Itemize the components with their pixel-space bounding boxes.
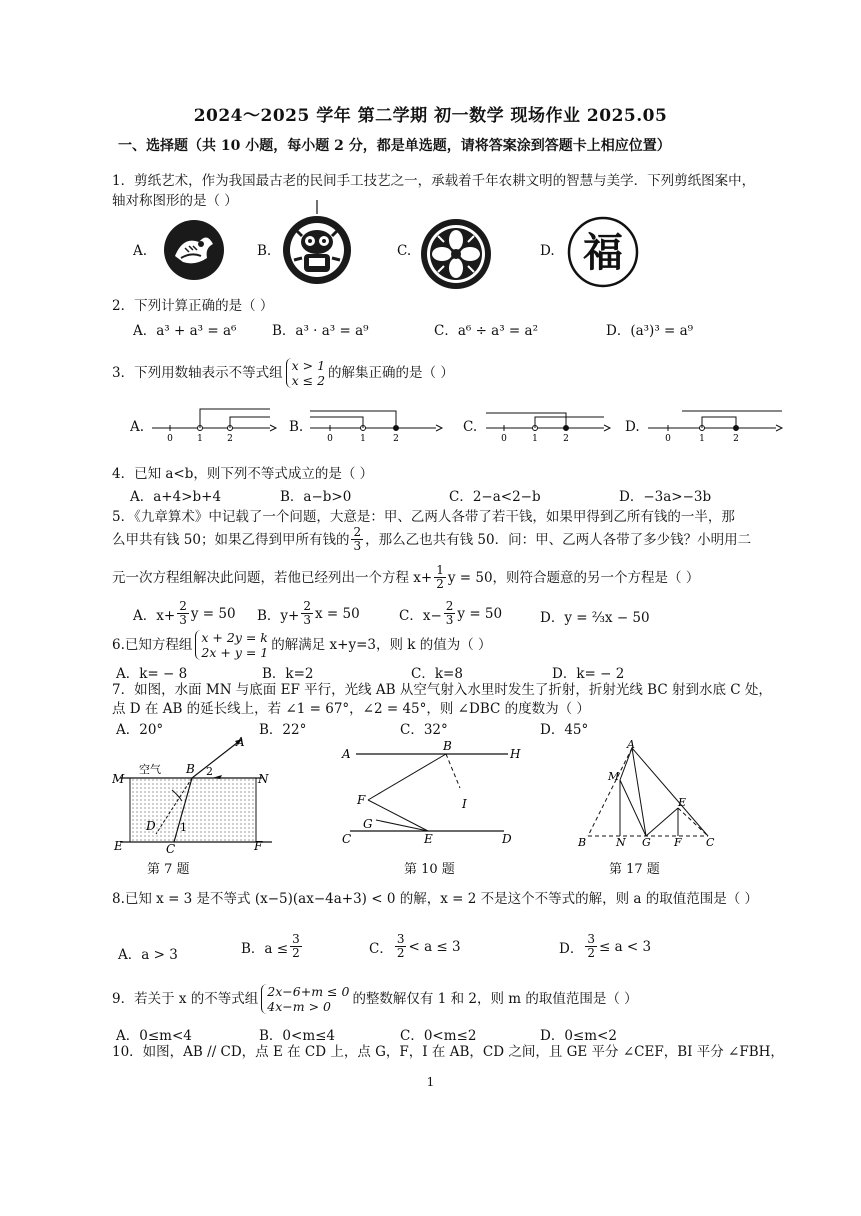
q6-option-b: B．k=2 xyxy=(262,666,314,682)
q9-option-c: C．0<m≤2 xyxy=(400,1028,477,1044)
svg-text:B: B xyxy=(443,740,452,753)
q8-option-b: B．a ≤ $\frac{3}{2}$ xyxy=(241,932,300,960)
svg-text:空气: 空气 xyxy=(139,763,161,776)
svg-text:C: C xyxy=(166,842,176,856)
q2-stem: 2．下列计算正确的是（ ） xyxy=(112,298,274,314)
papercut-fu-image xyxy=(565,214,641,290)
q6-stem-before: 6.已知方程组 xyxy=(112,637,193,653)
q2-option-d: D．(a³)³ = a⁹ xyxy=(606,323,694,339)
q6-system-line2: 2x + y = 1 xyxy=(201,645,269,660)
q1-text-line1: 1．剪纸艺术，作为我国最古老的民间手工技艺之一，承载着千年农耕文明的智慧与美学．下列剪纸图案中， xyxy=(112,173,756,189)
q5-option-c: C．x− $\frac{2}{3}$ y = 50 xyxy=(399,599,503,627)
q3-system xyxy=(286,358,325,388)
q1-text-line2: 轴对称图形的是（ ） xyxy=(112,193,238,209)
q1-option-b-label: B. xyxy=(257,243,272,259)
q3-stem-after: 的解集正确的是（ ） xyxy=(328,365,454,381)
svg-text:M: M xyxy=(112,772,125,786)
figure-7-diagram xyxy=(112,735,282,857)
fu-character: 福 xyxy=(583,229,623,276)
tick-0: 0 xyxy=(327,434,333,444)
tick-1: 1 xyxy=(532,434,538,444)
svg-text:G: G xyxy=(363,817,373,831)
q7-line1: 7．如图，水面 MN 与底面 EF 平行，光线 AB 从空气射入水里时发生了折射，折射光线 BC 射到水底 C 处， xyxy=(112,682,772,698)
tick-0: 0 xyxy=(167,434,173,444)
q9-system xyxy=(261,984,349,1014)
q5-line2-b: ，那么乙也共有钱 50．问：甲、乙两人各带了多少钱？小明用二 xyxy=(365,531,752,548)
q2-option-c: C．a⁶ ÷ a³ = a² xyxy=(434,323,538,339)
svg-text:1: 1 xyxy=(180,821,187,834)
tick-0: 0 xyxy=(665,434,671,444)
q2-option-b: B．a³ · a³ = a⁹ xyxy=(272,323,369,339)
section-heading: 一、选择题（共 10 小题，每小题 2 分，都是单选题，请将答案涂到答题卡上相应位置） xyxy=(118,138,671,154)
q9-stem-after: 的整数解仅有 1 和 2，则 m 的取值范围是（ ） xyxy=(352,991,638,1007)
papercut-flower-image xyxy=(418,216,494,292)
q1-option-c-label: C. xyxy=(397,243,412,259)
q5-line3 xyxy=(112,564,792,591)
q5-line1: 5．《九章算术》中记载了一个问题，大意是：甲、乙两人各带了若干钱，如果甲得到乙所有钱的一半，那 xyxy=(112,509,735,525)
q7-option-b: B．22° xyxy=(259,722,307,738)
q3-stem xyxy=(112,358,792,388)
q4-stem: 4．已知 a<b，则下列不等式成立的是（ ） xyxy=(112,466,374,482)
svg-text:C: C xyxy=(706,836,715,849)
q4-option-d: D．−3a>−3b xyxy=(619,489,712,505)
svg-text:F: F xyxy=(357,793,366,807)
q4-option-a: A．a+4>b+4 xyxy=(130,489,222,505)
q6-stem xyxy=(112,630,792,660)
q9-option-b: B．0<m≤4 xyxy=(259,1028,336,1044)
q9-system-line1: 2x−6+m ≤ 0 xyxy=(267,984,350,999)
q3-number-line-d xyxy=(646,403,784,445)
q9-stem xyxy=(112,984,792,1014)
q1-option-d-label: D. xyxy=(540,243,555,259)
figure-17-caption: 第 17 题 xyxy=(609,862,660,877)
fraction-one-half: $\frac{1}{2}$ xyxy=(436,563,444,591)
q3-number-line-c xyxy=(484,403,612,445)
q7-line2: 点 D 在 AB 的延长线上，若 ∠1 = 67°，∠2 = 45°，则 ∠DBC 的度数为（ ） xyxy=(112,701,590,717)
q6-option-a: A．k= − 8 xyxy=(116,666,188,682)
q5-line3-a: 元一次方程组解决此问题，若他已经列出一个方程 x+ xyxy=(112,569,433,586)
figure-10-diagram xyxy=(338,740,528,850)
q1-option-a-label: A. xyxy=(133,243,148,259)
q5-option-a: A．x+ $\frac{2}{3}$ y = 50 xyxy=(133,599,236,627)
q7-option-a: A．20° xyxy=(116,722,164,738)
q3-stem-before: 3．下列用数轴表示不等式组 xyxy=(112,365,283,381)
q9-stem-before: 9．若关于 x 的不等式组 xyxy=(112,991,259,1007)
svg-text:C: C xyxy=(342,832,352,846)
tick-1: 1 xyxy=(699,434,705,444)
q5-line2-a: 么甲共有钱 50；如果乙得到甲所有钱的 xyxy=(112,531,350,548)
svg-text:D: D xyxy=(146,819,156,833)
page-title: 2024～2025 学年 第二学期 初一数学 现场作业 2025.05 xyxy=(193,106,668,126)
tick-2: 2 xyxy=(393,434,399,444)
svg-text:N: N xyxy=(258,772,269,786)
papercut-bird-image xyxy=(155,218,235,282)
figure-17-diagram xyxy=(574,740,720,852)
q9-option-d: D．0≤m<2 xyxy=(540,1028,617,1044)
q2-option-a: A．a³ + a³ = a⁶ xyxy=(133,323,237,339)
svg-text:B: B xyxy=(578,836,587,849)
q6-system xyxy=(195,630,268,660)
svg-text:B: B xyxy=(186,762,195,776)
fraction-two-thirds: $\frac{2}{3}$ xyxy=(353,525,362,553)
q6-stem-after: 的解满足 x+y=3，则 k 的值为（ ） xyxy=(271,637,492,653)
svg-text:F: F xyxy=(254,839,263,853)
svg-text:G: G xyxy=(642,836,651,849)
svg-text:2: 2 xyxy=(206,765,213,778)
q6-system-line1: x + 2y = k xyxy=(201,630,268,645)
svg-text:A: A xyxy=(627,740,635,751)
q3-option-c-label: C. xyxy=(463,419,478,435)
svg-text:E: E xyxy=(424,832,433,846)
tick-0: 0 xyxy=(501,434,507,444)
svg-text:F: F xyxy=(674,836,682,849)
q5-line2 xyxy=(112,526,792,553)
svg-text:N: N xyxy=(616,836,626,849)
q7-option-d: D．45° xyxy=(540,722,589,738)
svg-text:A: A xyxy=(342,747,351,761)
tick-1: 1 xyxy=(360,434,366,444)
page-number: 1 xyxy=(426,1075,435,1089)
q5-option-d: D．y = ⅔x − 50 xyxy=(540,610,650,626)
papercut-figure-image xyxy=(276,200,360,284)
tick-2: 2 xyxy=(563,434,569,444)
q5-option-b: B．y+ $\frac{2}{3}$ x = 50 xyxy=(257,599,360,627)
tick-2: 2 xyxy=(227,434,233,444)
figure-10-caption: 第 10 题 xyxy=(404,862,455,877)
q7-option-c: C．32° xyxy=(400,722,448,738)
figure-7-caption: 第 7 题 xyxy=(147,862,190,877)
svg-text:I: I xyxy=(462,797,467,811)
tick-2: 2 xyxy=(733,434,739,444)
q4-option-c: C．2−a<2−b xyxy=(449,489,541,505)
q3-number-line-b xyxy=(308,403,444,445)
tick-1: 1 xyxy=(197,434,203,444)
q3-system-line1: x > 1 xyxy=(291,358,326,373)
q4-option-b: B．a−b>0 xyxy=(280,489,352,505)
svg-text:M: M xyxy=(608,770,620,783)
q10-stem: 10．如图，AB // CD，点 E 在 CD 上，点 G，F，I 在 AB，CD 之间，且 GE 平分 ∠CEF，BI 平分 ∠FBH， xyxy=(112,1044,784,1060)
q3-option-a-label: A. xyxy=(130,419,145,435)
q6-option-c: C．k=8 xyxy=(411,666,463,682)
q3-option-d-label: D. xyxy=(625,419,640,435)
q9-option-a: A．0≤m<4 xyxy=(116,1028,192,1044)
svg-text:E: E xyxy=(678,796,687,809)
q8-option-c: C． $\frac{3}{2}$ < a ≤ 3 xyxy=(369,932,461,960)
q3-system-line2: x ≤ 2 xyxy=(291,373,326,388)
svg-text:H: H xyxy=(510,747,521,761)
q3-number-line-a xyxy=(150,403,278,445)
q8-stem: 8.已知 x = 3 是不等式 (x−5)(ax−4a+3) < 0 的解，x = 2 不是这个不等式的解，则 a 的取值范围是（ ） xyxy=(112,891,759,907)
svg-text:D: D xyxy=(502,832,512,846)
svg-text:A: A xyxy=(236,735,245,749)
q8-option-a: A．a > 3 xyxy=(118,947,178,963)
q3-option-b-label: B. xyxy=(289,419,304,435)
q8-option-d: D． $\frac{3}{2}$ ≤ a < 3 xyxy=(559,932,652,960)
q6-option-d: D．k= − 2 xyxy=(552,666,625,682)
svg-text:E: E xyxy=(114,839,123,853)
q5-line3-b: y = 50，则符合题意的另一个方程是（ ） xyxy=(447,569,700,586)
q9-system-line2: 4x−m > 0 xyxy=(267,999,331,1014)
